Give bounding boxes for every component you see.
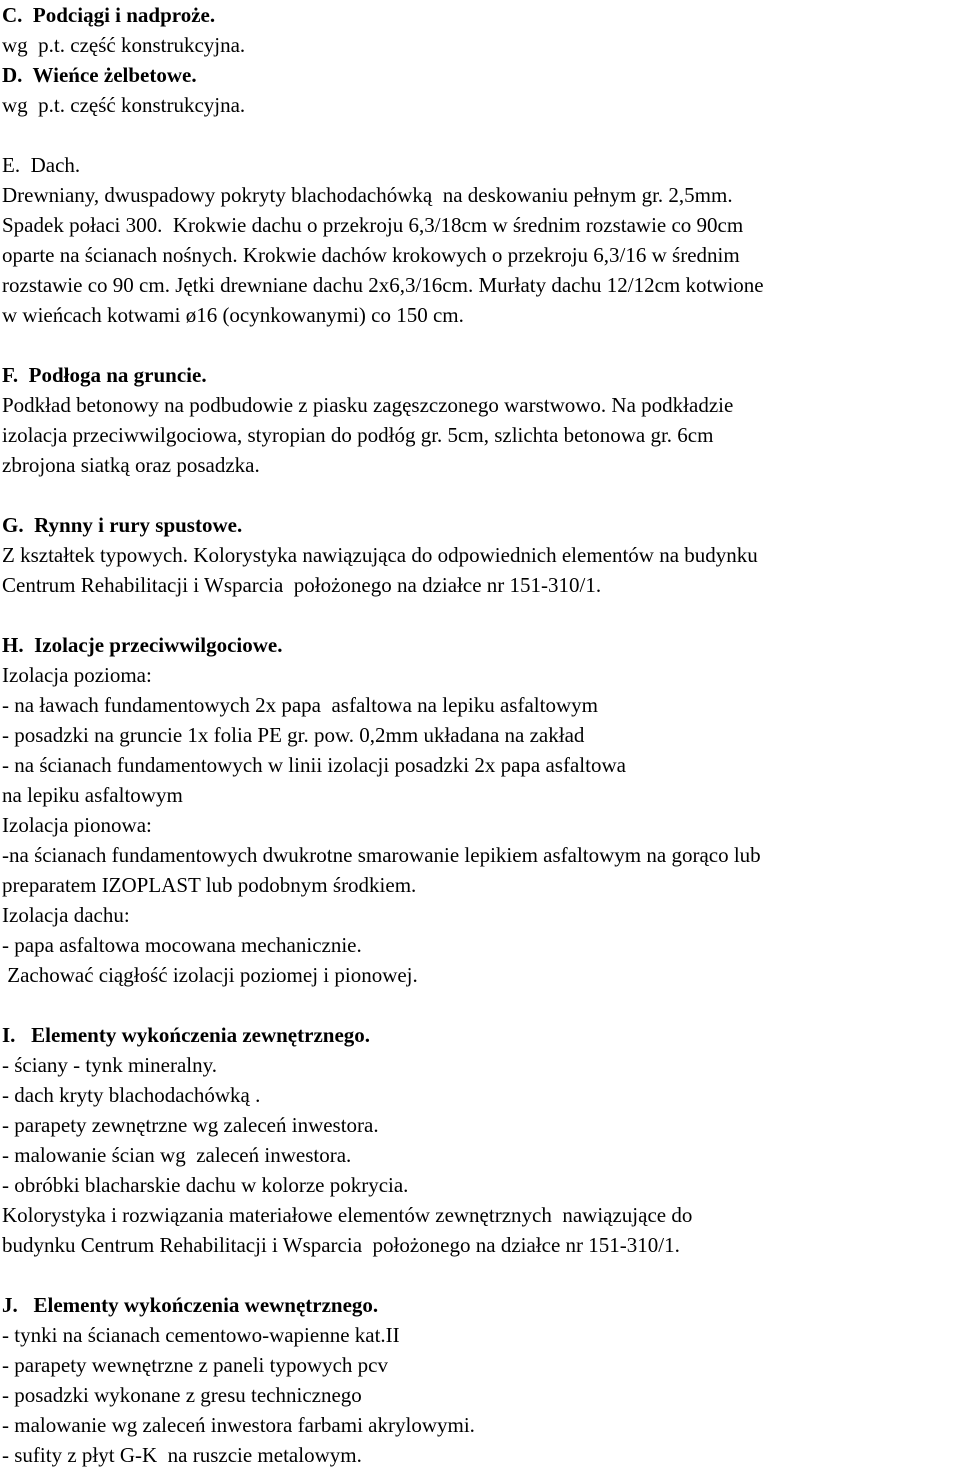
section-line: preparatem IZOPLAST lub podobnym środkiem.	[2, 873, 417, 897]
section-line: Kolorystyka i rozwiązania materiałowe elementów zewnętrznych nawiązujące do	[2, 1203, 693, 1227]
section-line: - papa asfaltowa mocowana mechanicznie.	[2, 933, 362, 957]
spacer	[2, 600, 958, 630]
section-line: - posadzki na gruncie 1x folia PE gr. pow. 0,2mm układana na zakład	[2, 723, 585, 747]
section-heading-h: H. Izolacje przeciwwilgociowe.	[2, 633, 283, 657]
section-line: - na ścianach fundamentowych w linii izolacji posadzki 2x papa asfaltowa	[2, 753, 626, 777]
document-page	[2, 0, 958, 1470]
section-line: wg p.t. część konstrukcyjna.	[2, 33, 246, 57]
section-line: - malowanie ścian wg zaleceń inwestora.	[2, 1143, 352, 1167]
section-line: -na ścianach fundamentowych dwukrotne smarowanie lepikiem asfaltowym na gorąco lub	[2, 843, 761, 867]
section-line: - tynki na ścianach cementowo-wapienne kat.II	[2, 1323, 400, 1347]
section-line: budynku Centrum Rehabilitacji i Wsparcia położonego na działce nr 151-310/1.	[2, 1233, 680, 1257]
section-line: Spadek połaci 300. Krokwie dachu o przekroju 6,3/18cm w średnim rozstawie co 90cm	[2, 213, 744, 237]
section-line: - na ławach fundamentowych 2x papa asfaltowa na lepiku asfaltowym	[2, 693, 598, 717]
section-heading-j: J. Elementy wykończenia wewnętrznego.	[2, 1293, 379, 1317]
section-line: Zachować ciągłość izolacji poziomej i pionowej.	[2, 963, 418, 987]
section-line: izolacja przeciwwilgociowa, styropian do podłóg gr. 5cm, szlichta betonowa gr. 6cm	[2, 423, 714, 447]
section-line: Izolacja pionowa:	[2, 813, 152, 837]
section-line: - ściany - tynk mineralny.	[2, 1053, 217, 1077]
section-line: - sufity z płyt G-K na ruszcie metalowym.	[2, 1443, 362, 1467]
section-line: zbrojona siatką oraz posadzka.	[2, 453, 260, 477]
section-line: - obróbki blacharskie dachu w kolorze pokrycia.	[2, 1173, 409, 1197]
spacer	[2, 1260, 958, 1290]
spacer	[2, 120, 958, 150]
section-line: Podkład betonowy na podbudowie z piasku zagęszczonego warstwowo. Na podkładzie	[2, 393, 734, 417]
section-heading-d: D. Wieńce żelbetowe.	[2, 63, 197, 87]
section-line: wg p.t. część konstrukcyjna.	[2, 93, 246, 117]
spacer	[2, 990, 958, 1020]
section-line: - parapety wewnętrzne z paneli typowych pcv	[2, 1353, 388, 1377]
section-line: Drewniany, dwuspadowy pokryty blachodachówką na deskowaniu pełnym gr. 2,5mm.	[2, 183, 733, 207]
spacer	[2, 330, 958, 360]
section-line: - posadzki wykonane z gresu technicznego	[2, 1383, 362, 1407]
section-heading-i: I. Elementy wykończenia zewnętrznego.	[2, 1023, 371, 1047]
section-heading-e: E. Dach.	[2, 153, 81, 177]
section-line: Izolacja dachu:	[2, 903, 130, 927]
section-line: - parapety zewnętrzne wg zaleceń inwestora.	[2, 1113, 379, 1137]
section-line: na lepiku asfaltowym	[2, 783, 183, 807]
section-heading-g: G. Rynny i rury spustowe.	[2, 513, 243, 537]
section-line: - dach kryty blachodachówką .	[2, 1083, 261, 1107]
section-line: oparte na ścianach nośnych. Krokwie dachów krokowych o przekroju 6,3/16 w średnim	[2, 243, 740, 267]
section-line: rozstawie co 90 cm. Jętki drewniane dachu 2x6,3/16cm. Murłaty dachu 12/12cm kotwione	[2, 273, 764, 297]
section-line: Centrum Rehabilitacji i Wsparcia położonego na działce nr 151-310/1.	[2, 573, 602, 597]
section-heading-c: C. Podciągi i nadproże.	[2, 3, 216, 27]
section-line: w wieńcach kotwami ø16 (ocynkowanymi) co 150 cm.	[2, 303, 464, 327]
section-line: Z kształtek typowych. Kolorystyka nawiązująca do odpowiednich elementów na budynku	[2, 543, 758, 567]
section-line: Izolacja pozioma:	[2, 663, 152, 687]
section-line: - malowanie wg zaleceń inwestora farbami akrylowymi.	[2, 1413, 475, 1437]
section-heading-f: F. Podłoga na gruncie.	[2, 363, 207, 387]
spacer	[2, 480, 958, 510]
